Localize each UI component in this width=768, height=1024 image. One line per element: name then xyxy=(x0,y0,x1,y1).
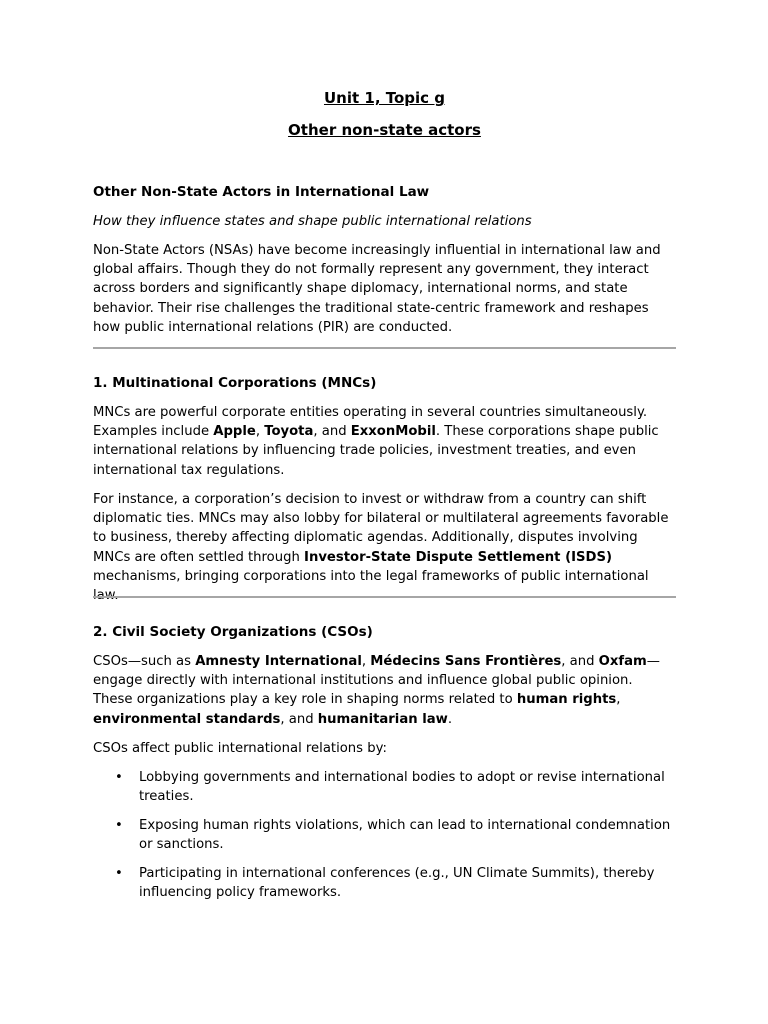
list-item: • Lobbying governments and international bodies to adopt or revise international treaties. xyxy=(93,768,676,806)
mnc-example-apple: Apple xyxy=(213,424,256,440)
isds-term: Investor-State Dispute Settlement (ISDS) xyxy=(304,549,612,565)
cso-paragraph-2: CSOs affect public international relations by: xyxy=(93,741,387,756)
cso-heading: 2. Civil Society Organizations (CSOs) xyxy=(93,624,373,640)
norm-human-rights: human rights xyxy=(516,692,617,708)
document-title: Unit 1, Topic g xyxy=(323,89,446,107)
norm-humanitarian-law: humanitarian law xyxy=(317,711,448,727)
document-subtitle: Other non-state actors xyxy=(288,121,481,139)
cso-paragraph-1: CSOs—such as Amnesty International, Médecins Sans Frontières, and Oxfam—engage directly with international institutions and influence global public opinion. These organizations play a key role in shaping norms related to human rights, environmental standards, and humanitarian law. xyxy=(93,654,660,727)
section-divider xyxy=(93,347,676,349)
intro-subtitle: How they influence states and shape public international relations xyxy=(93,214,532,229)
list-item: • Participating in international conferences (e.g., UN Climate Summits), thereby influencing policy frameworks. xyxy=(93,864,676,902)
cso-example-oxfam: Oxfam xyxy=(598,654,647,669)
intro-paragraph: Non-State Actors (NSAs) have become increasingly influential in international law and global affairs. Though they do not formally represent any government, they interact across borders and significantly shape diplomacy, international norms, and state behavior. Their rise challenges the traditional state-centric framework and reshapes how public international relations (PIR) are conducted. xyxy=(93,243,661,335)
norm-environmental-standards: environmental standards xyxy=(93,711,281,727)
section-divider xyxy=(93,596,676,598)
mnc-paragraph-2: For instance, a corporation’s decision to invest or withdraw from a country can shift diplomatic ties. MNCs may also lobby for bilateral or multilateral agreements favorable to business, thereby affecting diplomatic agendas. Additionally, disputes involving MNCs are often settled through Investor-State Dispute Settlement (ISDS) mechanisms, bringing corporations into the legal frameworks of public international law. xyxy=(93,492,669,604)
mnc-heading: 1. Multinational Corporations (MNCs) xyxy=(93,375,377,391)
intro-heading: Other Non-State Actors in International Law xyxy=(93,184,430,200)
mnc-example-exxonmobil: ExxonMobil xyxy=(350,424,436,440)
cso-example-msf: Médecins Sans Frontières xyxy=(370,654,562,669)
cso-example-amnesty: Amnesty International xyxy=(195,654,362,669)
cso-bullet-list xyxy=(93,768,676,912)
mnc-example-toyota: Toyota xyxy=(264,424,314,440)
mnc-paragraph-1: MNCs are powerful corporate entities operating in several countries simultaneously. Examples include Apple, Toyota, and ExxonMobil. These corporations shape public international relations by influencing trade policies, investment treaties, and even international tax regulations. xyxy=(93,405,659,478)
list-item: • Exposing human rights violations, which can lead to international condemnation or sanctions. xyxy=(93,816,676,854)
